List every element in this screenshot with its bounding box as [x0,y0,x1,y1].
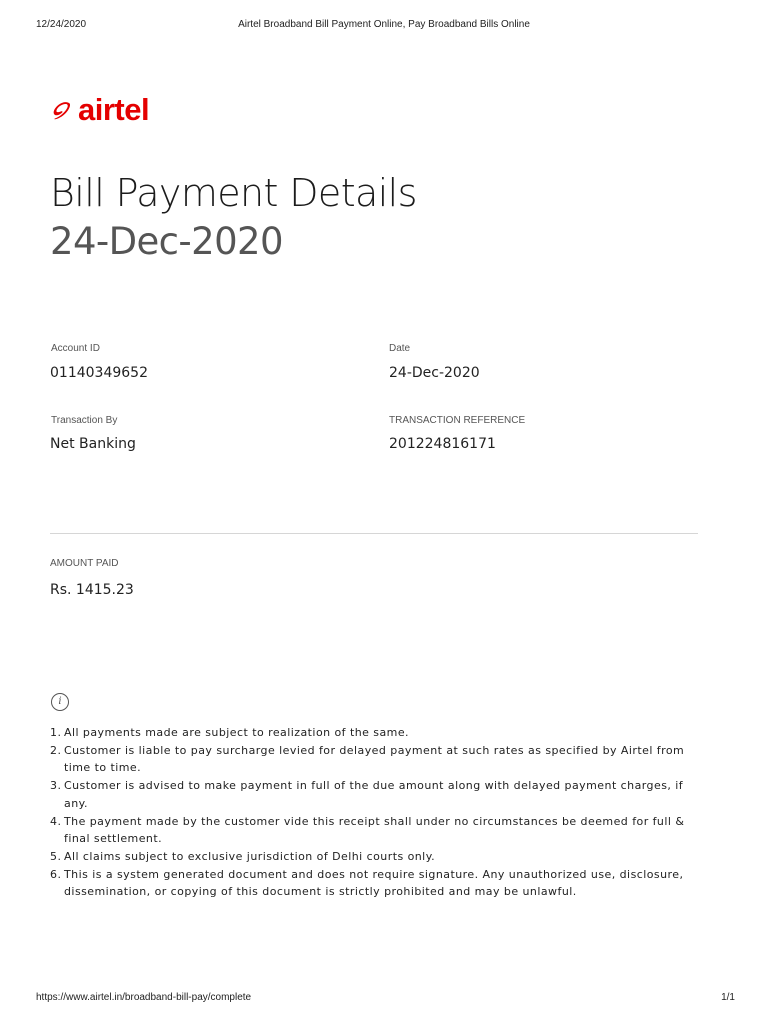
terms-item [50,777,710,812]
amount-paid-value: Rs. 1415.23 [50,582,134,598]
airtel-logo [50,92,149,128]
transaction-by-value: Net Banking [50,436,136,452]
page-date: 24-Dec-2020 [50,220,283,263]
terms-item-number: 5. [50,849,62,863]
transaction-reference-label: TRANSACTION REFERENCE [389,415,526,426]
info-icon: i [51,693,69,711]
terms-item-number: 3. [50,779,62,793]
terms-item-text: All payments made are subject to realization of the same. [64,726,409,739]
brand-wordmark: airtel [78,92,150,127]
terms-item-text: Customer is liable to pay surcharge levied for delayed payment at such rates as specified by Airtel from time to time. [64,743,685,775]
terms-item-number: 2. [50,743,62,757]
terms-item-text: The payment made by the customer vide this receipt shall under no circumstances be deemed for full & final settlement. [64,814,685,846]
terms-item [50,742,710,777]
transaction-reference-value: 201224816171 [389,436,496,452]
terms-list [50,724,710,901]
page-title: Bill Payment Details [50,171,417,215]
page-number: 1/1 [721,992,735,1003]
terms-item-text: Customer is advised to make payment in full of the due amount along with delayed payment charges, if any. [64,779,684,810]
page-url[interactable]: https://www.airtel.in/broadband-bill-pay/complete [36,992,252,1003]
terms-item [50,866,710,901]
terms-item-number: 6. [50,867,62,881]
print-page-title: Airtel Broadband Bill Payment Online, Pay Broadband Bills Online [238,19,530,30]
terms-item [50,724,710,742]
transaction-by-label: Transaction By [51,415,118,426]
print-date: 12/24/2020 [36,19,87,30]
terms-item-text: This is a system generated document and does not require signature. Any unauthorized use, disclosure, dissemination, or copying of this document is strictly prohibited and may be unlawful. [64,867,684,899]
section-divider [50,533,698,534]
terms-item [50,813,710,848]
date-value: 24-Dec-2020 [389,365,480,381]
print-footer [0,992,768,1006]
amount-paid-label: AMOUNT PAID [50,558,119,569]
terms-item-text: All claims subject to exclusive jurisdiction of Delhi courts only. [64,849,436,863]
account-id-label: Account ID [51,343,100,354]
account-id-value: 01140349652 [50,365,148,381]
terms-item [50,848,710,866]
airtel-swirl-icon [50,98,74,122]
date-label: Date [389,343,411,354]
terms-item-number: 4. [50,814,62,828]
print-header [0,19,768,33]
terms-item-number: 1. [50,726,62,739]
